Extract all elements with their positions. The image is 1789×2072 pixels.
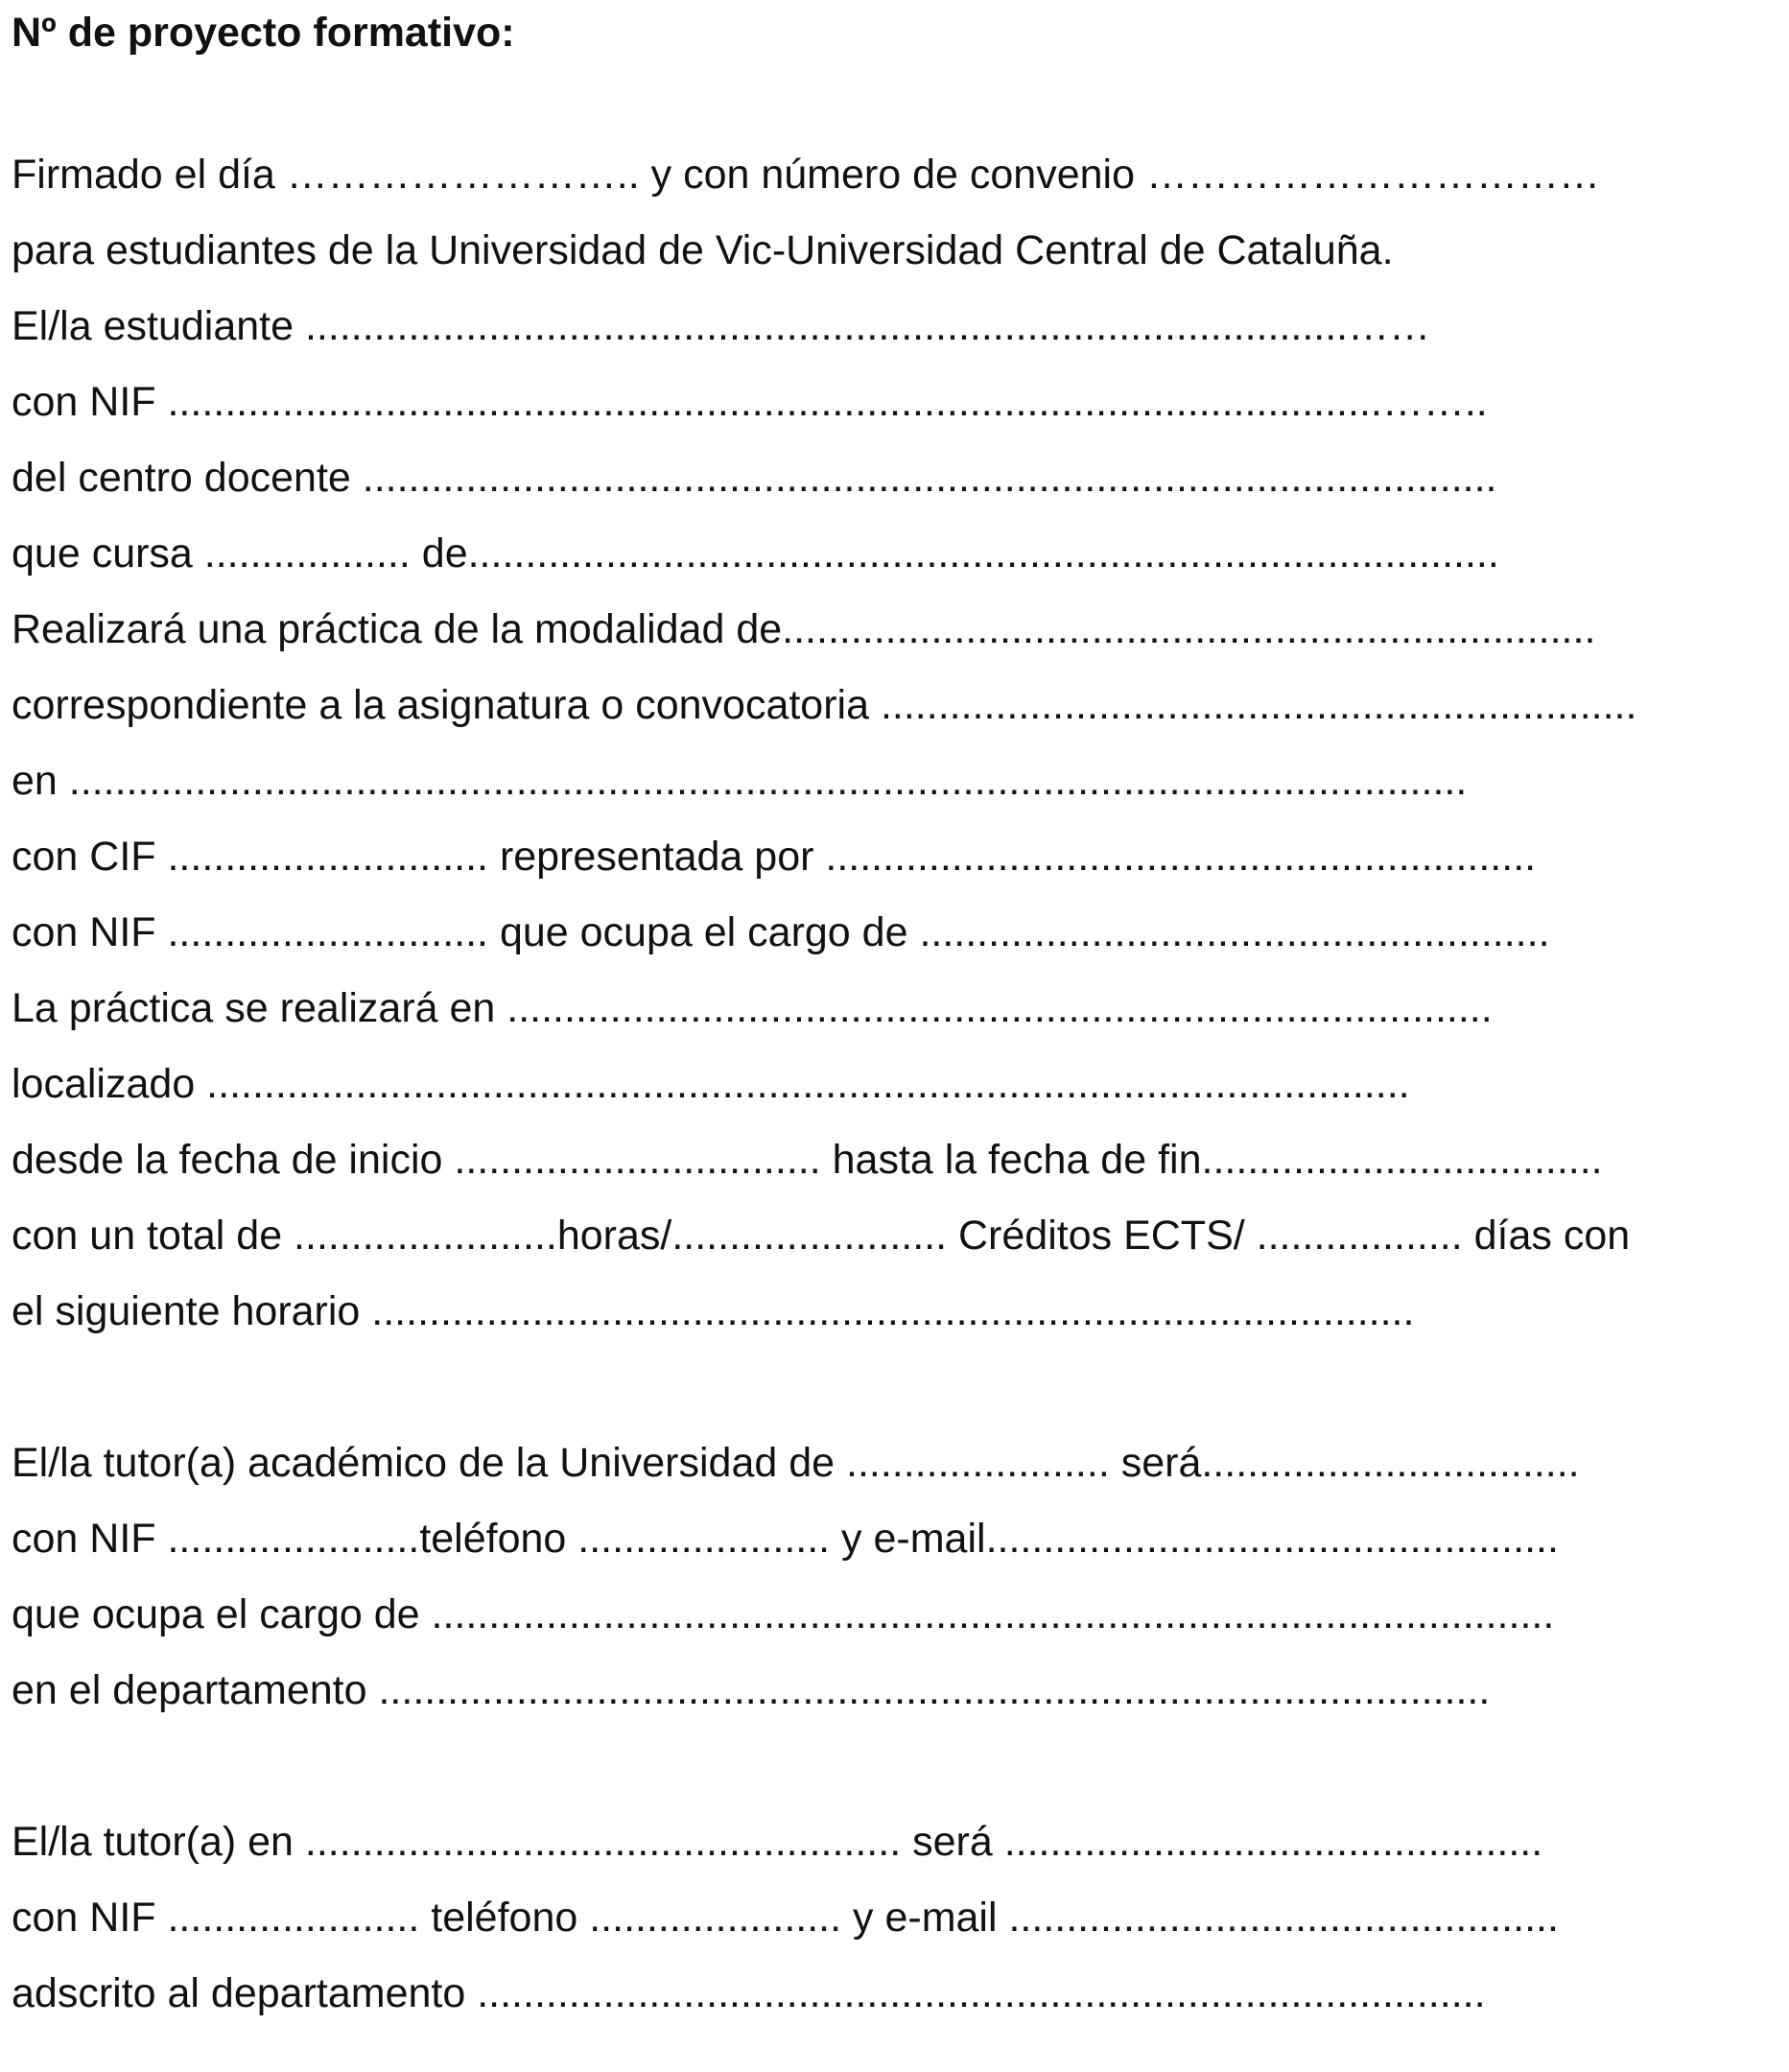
subject-line: correspondiente a la asignatura o convocatoria .................................................................. — [12, 682, 1637, 728]
practice-place-line: La práctica se realizará en ...................................................................................... — [12, 985, 1493, 1031]
external-tutor-contact-line: con NIF ...................... teléfono ...................... y e-mail ................................................ — [12, 1895, 1559, 1941]
academic-tutor-department-line: en el departamento ................................................................................................. — [12, 1667, 1491, 1713]
student-nif-line: con NIF ..........................................................................................................…….. — [12, 379, 1488, 425]
student-line: El/la estudiante ...........................................................................................…… — [12, 303, 1431, 349]
dates-line: desde la fecha de inicio ................................ hasta la fecha de fin................................... — [12, 1137, 1603, 1183]
representative-nif-line: con NIF ............................ que ocupa el cargo de ....................................................... — [12, 909, 1550, 955]
total-hours-line: con un total de .......................horas/........................ Créditos ECTS/ .................. días con — [12, 1213, 1631, 1259]
external-tutor-line: El/la tutor(a) en .................................................... será ............................................... — [12, 1819, 1543, 1865]
university-line: para estudiantes de la Universidad de Vic-Universidad Central de Cataluña. — [12, 227, 1394, 273]
company-line: en .......................................................................................................................... — [12, 758, 1468, 804]
signed-date-line: Firmado el día …………………….. y con número de convenio …………………………… — [12, 152, 1600, 198]
course-line: que cursa .................. de.......................................................................................... — [12, 530, 1499, 577]
schedule-line: el siguiente horario ........................................................................................... — [12, 1288, 1415, 1334]
project-number-title: Nº de proyecto formativo: — [12, 10, 515, 56]
company-cif-line: con CIF ............................ representada por .............................................................. — [12, 834, 1537, 880]
teaching-center-line: del centro docente ................................................................................................... — [12, 455, 1497, 501]
external-tutor-department-line: adscrito al departamento ........................................................................................ — [12, 1970, 1486, 2016]
academic-tutor-line: El/la tutor(a) académico de la Universidad de ....................... será................................. — [12, 1440, 1580, 1486]
location-line: localizado ......................................................................................................... — [12, 1061, 1410, 1107]
practice-modality-line: Realizará una práctica de la modalidad de....................................................................... — [12, 606, 1596, 652]
academic-tutor-contact-line: con NIF ......................teléfono ...................... y e-mail.................................................. — [12, 1516, 1559, 1562]
academic-tutor-position-line: que ocupa el cargo de .................................................................................................. — [12, 1591, 1555, 1637]
